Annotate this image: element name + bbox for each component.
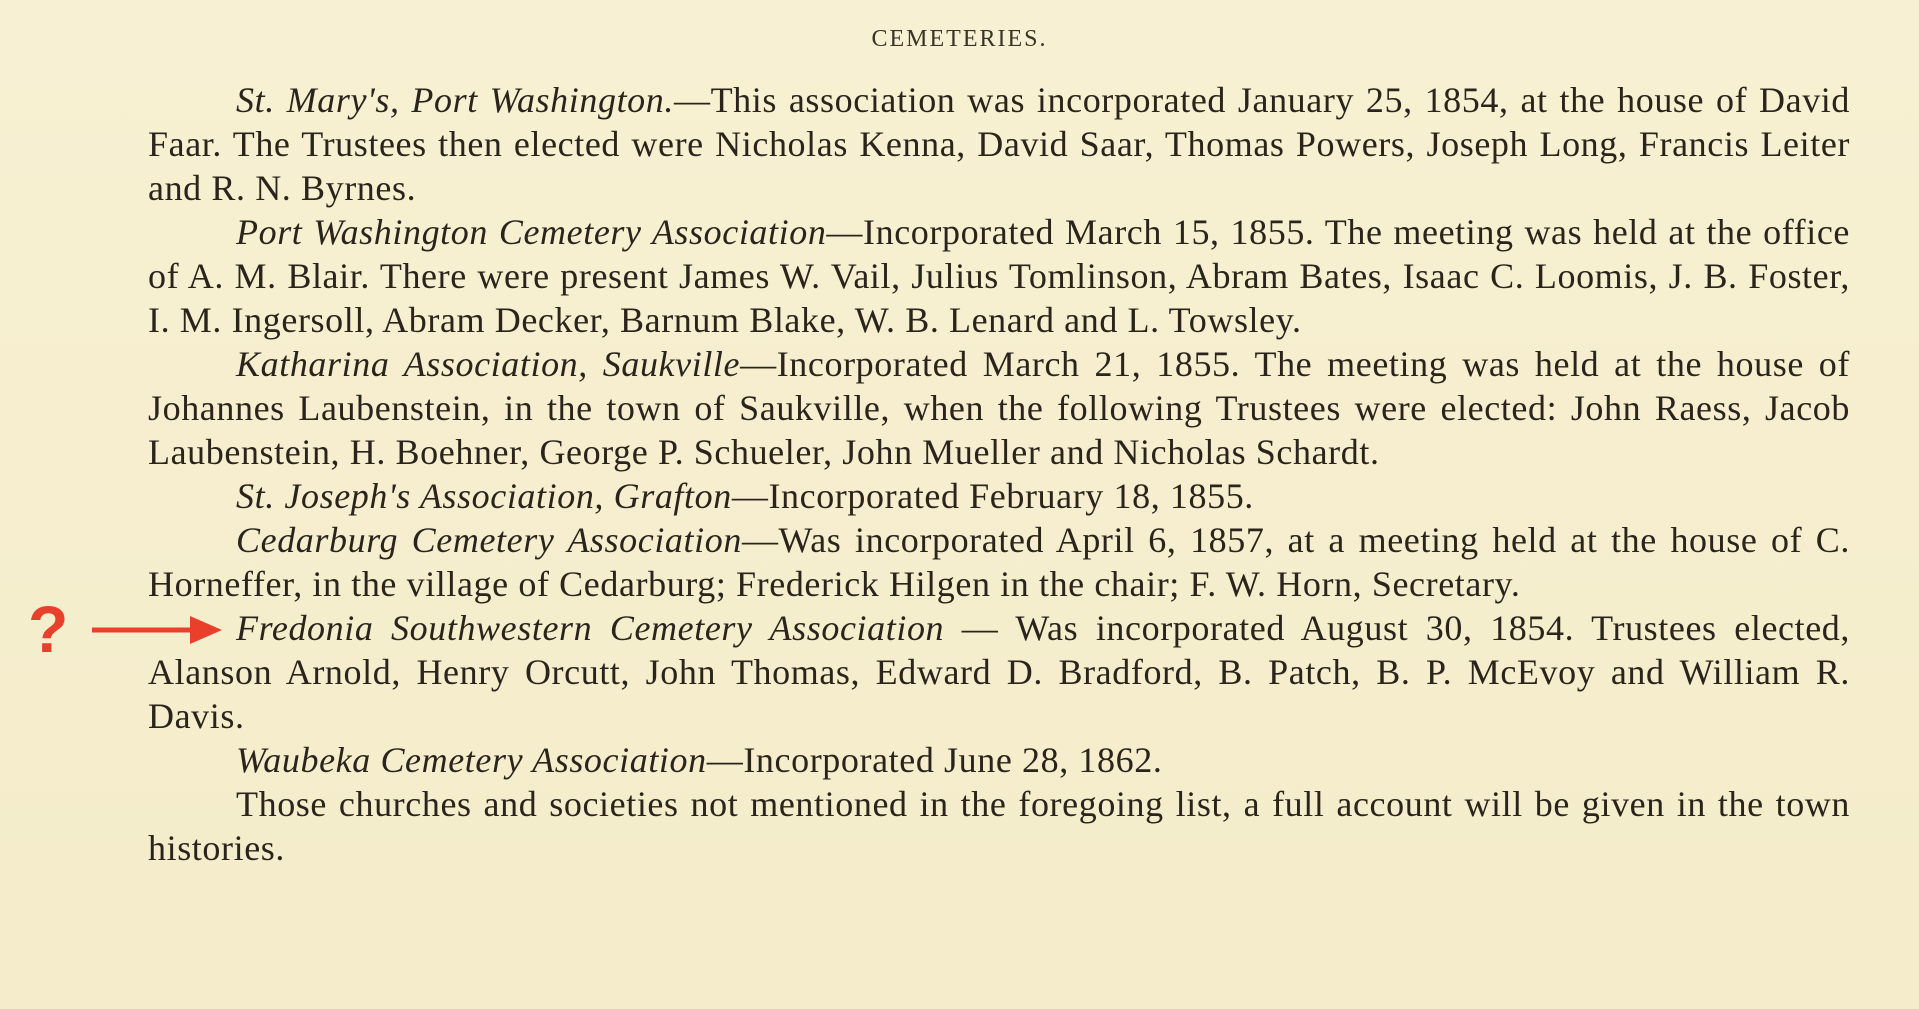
paragraph-cedarburg: [148, 518, 1850, 606]
paragraph-body: —Incorporated February 18, 1855.: [731, 476, 1254, 516]
arrow-right-icon: [92, 608, 224, 652]
association-name: Waubeka Cemetery Association: [236, 740, 707, 780]
paragraph-body: —This association was incorporated January 25, 1854, at the house of David Faar. The Trustees then elected were Nicholas Kenna, David Saar, Thomas Powers, Joseph Long, Francis Leiter and R. N. Byrnes.: [148, 80, 1851, 208]
paragraph-body: —Was incorporated April 6, 1857, at a meeting held at the house of C. Horneffer, in the village of Cedarburg; Frederick Hilgen in the chair; F. W. Horn, Secretary.: [148, 520, 1851, 604]
association-name: Katharina Association, Saukville: [236, 344, 741, 384]
paragraph-body: —Incorporated June 28, 1862.: [706, 740, 1163, 780]
paragraph-fredonia: [148, 606, 1850, 738]
association-name: Cedarburg Cemetery Association: [236, 520, 742, 560]
association-name: Fredonia Southwestern Cemetery Association: [236, 608, 945, 648]
paragraph-body: —Incorporated March 15, 1855. The meeting was held at the office of A. M. Blair. There were present James W. Vail, Julius Tomlinson, Abram Bates, Isaac C. Loomis, J. B. Foster, I. M. Ingersoll, Abram Decker, Barnum Blake, W. B. Lenard and L. Towsley.: [148, 212, 1850, 340]
question-annotation: [28, 594, 228, 664]
paragraph-closing: [148, 782, 1850, 870]
paragraph-body: —Incorporated March 21, 1855. The meeting was held at the house of Johannes Laubenstein, in the town of Saukville, when the following Trustees were elected: John Raess, Jacob Laubenstein, H. Boehner, George P. Schueler, John Mueller and Nicholas Schardt.: [148, 344, 1850, 472]
running-head: CEMETERIES.: [871, 26, 1048, 52]
association-name: St. Mary's, Port Washington.: [236, 80, 674, 120]
association-name: Port Washington Cemetery Association: [236, 212, 827, 252]
paragraph-katharina: [148, 342, 1850, 474]
paragraph-body: — Was incorporated August 30, 1854. Trustees elected, Alanson Arnold, Henry Orcutt, John Thomas, Edward D. Bradford, B. Patch, B. P. McEvoy and William R. Davis.: [148, 608, 1850, 736]
text-block: [148, 78, 1850, 870]
paragraph-waubeka: [148, 738, 1850, 782]
paragraph-port-washington: [148, 210, 1850, 342]
paragraph-st-marys: [148, 78, 1850, 210]
paragraph-body: Those churches and societies not mentioned in the foregoing list, a full account will be given in the town histories.: [148, 784, 1850, 868]
question-mark-icon: ?: [28, 592, 69, 666]
paragraph-st-josephs: [148, 474, 1850, 518]
association-name: St. Joseph's Association, Grafton: [236, 476, 732, 516]
arrow-head: [190, 616, 222, 644]
